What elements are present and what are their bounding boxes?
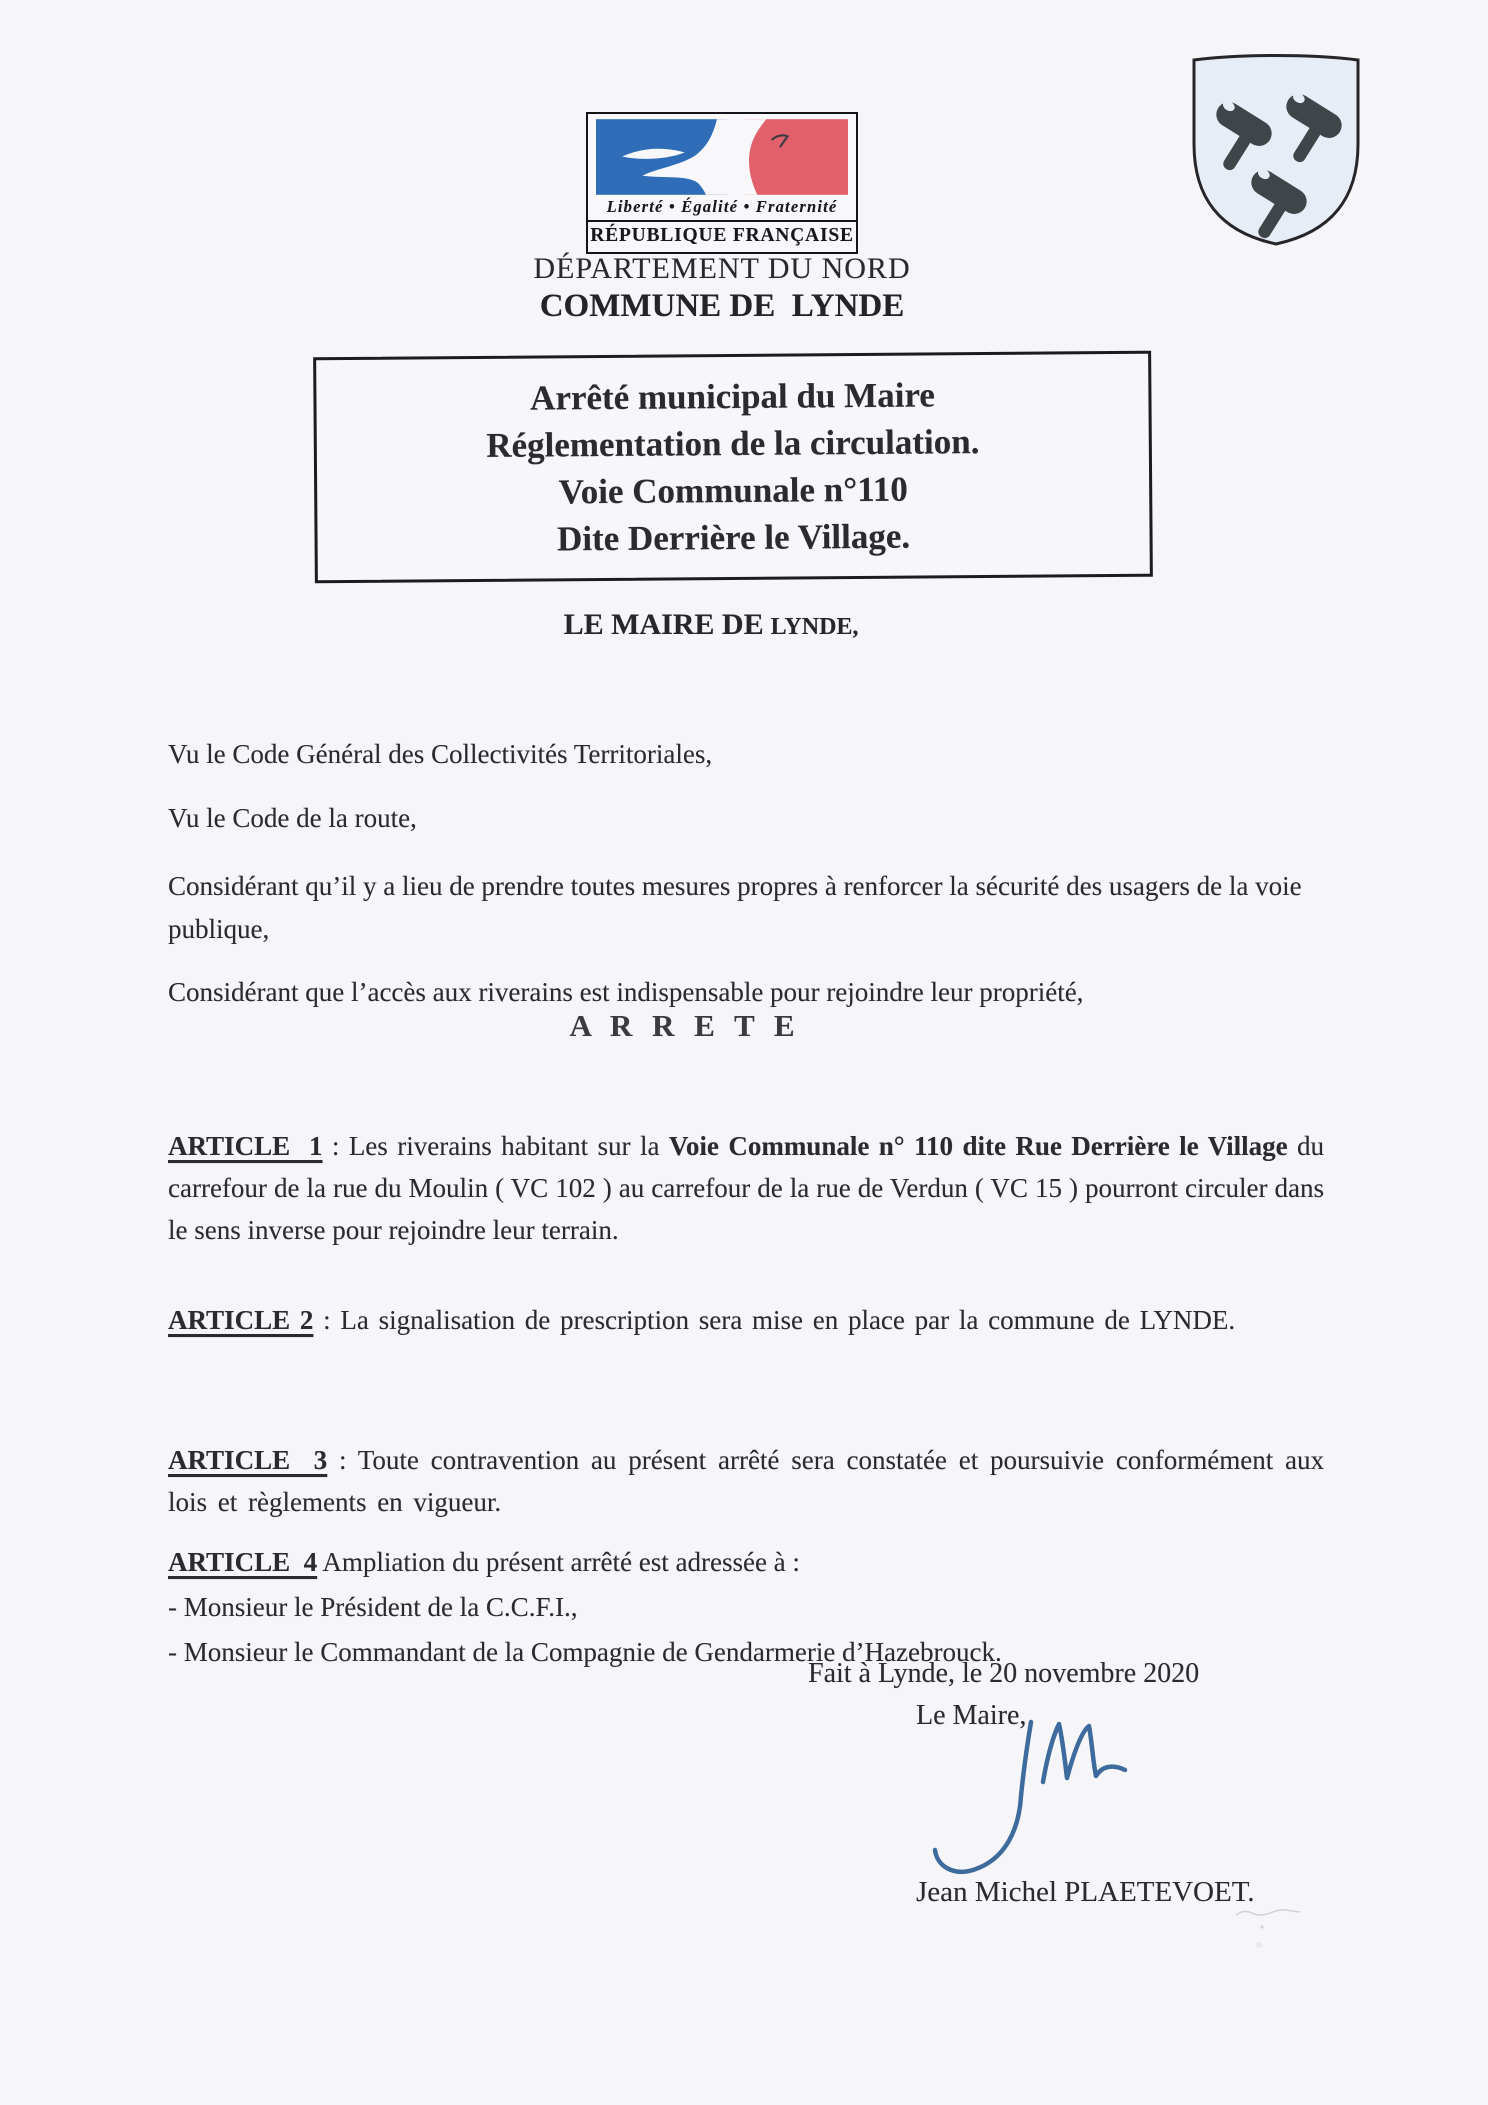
article-2-label: ARTICLE 2 [168,1305,314,1335]
closing-place-date: Fait à Lynde, le 20 novembre 2020 [808,1658,1200,1689]
scan-smudge [1232,1905,1312,1953]
article-1-label: ARTICLE 1 [168,1131,323,1161]
closing-signatory-name: Jean Michel PLAETEVOET. [916,1876,1255,1908]
article-3 [168,1439,1324,1523]
department-heading: DÉPARTEMENT DU NORD [533,252,911,285]
recital-vu-1: Vu le Code Général des Collectivités Territoriales, [168,739,713,769]
article-4 [168,1540,1324,1675]
article-3-text: : Toute contravention au présent arrêté sera constatée et poursuivie conformément aux lois et règlements en vigueur. [168,1445,1324,1517]
decree-title-box [313,351,1153,584]
article-4-recipient: - Monsieur le Commandant de la Compagnie de Gendarmerie d’Hazebrouck. [168,1637,1002,1667]
recital-vu-2: Vu le Code de la route, [168,803,417,833]
article-4-recipient: - Monsieur le Président de la C.C.F.I., [168,1592,578,1622]
article-1-bold-text: Voie Communale n° 110 dite Rue Derrière le Village [668,1131,1288,1161]
article-3-label: ARTICLE 3 [168,1445,328,1475]
closing-signatory-title: Le Maire, [916,1700,1027,1731]
article-4-intro [168,1540,1324,1585]
article-4-label: ARTICLE 4 [168,1547,318,1577]
article-2-text: : La signalisation de prescription sera mise en place par la commune de LYNDE. [313,1305,1236,1335]
logo-motto: Liberté • Égalité • Fraternité [606,197,838,216]
decree-heading: A R R E T E [569,1008,801,1043]
logo-republic-name: RÉPUBLIQUE FRANÇAISE [590,225,854,246]
republique-francaise-logo [586,112,858,254]
lynde-coat-of-arms-icon [1180,46,1372,254]
article-1 [168,1125,1324,1251]
recital-considerant-2: Considérant que l’accès aux riverains est indispensable pour rejoindre leur propriété, [168,977,1084,1007]
mayor-signature-icon [925,1718,1140,1880]
marianne-flag-icon [596,119,848,195]
title-line: Voie Communale n°110 [558,469,908,512]
title-line: Dite Derrière le Village. [556,516,911,559]
article-4-text: Ampliation du présent arrêté est adressée à : [317,1547,800,1577]
title-line: Réglementation de la circulation. [486,422,980,465]
article-1-text: du carrefour de la rue du Moulin ( VC 102 ) au carrefour de la rue de Verdun ( VC 15 ) pourront circuler dans le sens inverse pour rejoindre leur terrain. [168,1131,1325,1245]
title-line: Arrêté municipal du Maire [529,375,935,418]
salutation-place: LYNDE, [770,614,859,640]
article-2 [168,1299,1324,1341]
recital-considerant-1: Considérant qu’il y a lieu de prendre toutes mesures propres à renforcer la sécurité des usagers de la voie publique, [168,871,1302,944]
salutation [0,608,1422,642]
article-1-text: : Les riverains habitant sur la [322,1131,669,1161]
salutation-main: LE MAIRE DE [563,608,764,641]
commune-heading: COMMUNE DE LYNDE [539,288,905,324]
